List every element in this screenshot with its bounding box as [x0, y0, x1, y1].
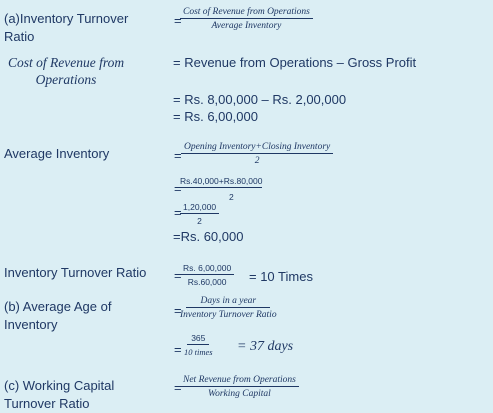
inventory-turnover-value-fraction [180, 263, 234, 287]
inventory-turnover-ratio-label [4, 10, 128, 46]
cost-of-revenue-label [8, 54, 124, 88]
step2-numerator: Rs.40,000+Rs.80,000 [180, 176, 263, 186]
average-inventory-formula-fraction [181, 142, 333, 166]
equals-sign: = [174, 181, 182, 196]
equals-sign: = [174, 13, 182, 28]
equals-sign: = [174, 268, 182, 283]
fraction-denominator: Working Capital [208, 389, 271, 399]
inventory-turnover-result: = 10 Times [249, 269, 313, 284]
cost-of-revenue-formula: = Revenue from Operations – Gross Profit [173, 55, 417, 70]
average-inventory-label: Average Inventory [4, 146, 110, 161]
step2-denominator: 2 [229, 192, 234, 202]
fraction-numerator: 365 [187, 333, 209, 345]
inventory-turnover-ratio-calc-label: Inventory Turnover Ratio [4, 265, 147, 280]
fraction-denominator: Inventory Turnover Ratio [180, 310, 277, 320]
fraction-denominator: Rs.60,000 [187, 277, 227, 287]
inventory-turnover-fraction [180, 7, 313, 31]
label-line: Turnover Ratio [4, 396, 90, 411]
average-age-result: = 37 days [237, 339, 294, 354]
label-line: (b) Average Age of [4, 299, 112, 314]
label-line: (a)Inventory Turnover [4, 11, 129, 26]
equals-sign: = [174, 303, 182, 318]
cost-of-revenue-calculation: = Rs. 8,00,000 – Rs. 2,00,000 [173, 92, 347, 107]
label-line: Ratio [4, 29, 35, 44]
equals-sign: = [174, 342, 182, 357]
fraction-denominator: 2 [254, 156, 260, 166]
fraction-numerator: Days in a year [186, 296, 270, 308]
step3-fraction [180, 202, 219, 226]
working-capital-turnover-ratio-label [4, 377, 114, 413]
average-inventory-result: =Rs. 60,000 [173, 229, 244, 244]
fraction-denominator: 10 times [184, 347, 213, 357]
fraction-numerator: 1,20,000 [180, 202, 219, 214]
fraction-numerator: Cost of Revenue from Operations [180, 7, 313, 19]
equals-sign: = [174, 380, 182, 395]
fraction-numerator: Rs. 6,00,000 [180, 263, 234, 275]
equals-sign: = [174, 205, 182, 220]
cost-of-revenue-result: = Rs. 6,00,000 [173, 109, 258, 124]
working-capital-turnover-fraction [180, 375, 299, 399]
average-age-of-inventory-label [4, 298, 111, 334]
label-line: Inventory [4, 317, 58, 332]
average-age-calc-fraction [184, 333, 213, 357]
equals-sign: = [174, 148, 182, 163]
label-line: Operations [35, 72, 97, 87]
fraction-numerator: Opening Inventory+Closing Inventory [181, 142, 333, 154]
average-age-formula-fraction [180, 296, 277, 320]
fraction-denominator: 2 [197, 216, 202, 226]
label-line: Cost of Revenue from [8, 55, 125, 70]
label-line: (c) Working Capital [4, 378, 115, 393]
fraction-denominator: Average Inventory [211, 21, 282, 31]
fraction-numerator: Net Revenue from Operations [180, 375, 299, 387]
